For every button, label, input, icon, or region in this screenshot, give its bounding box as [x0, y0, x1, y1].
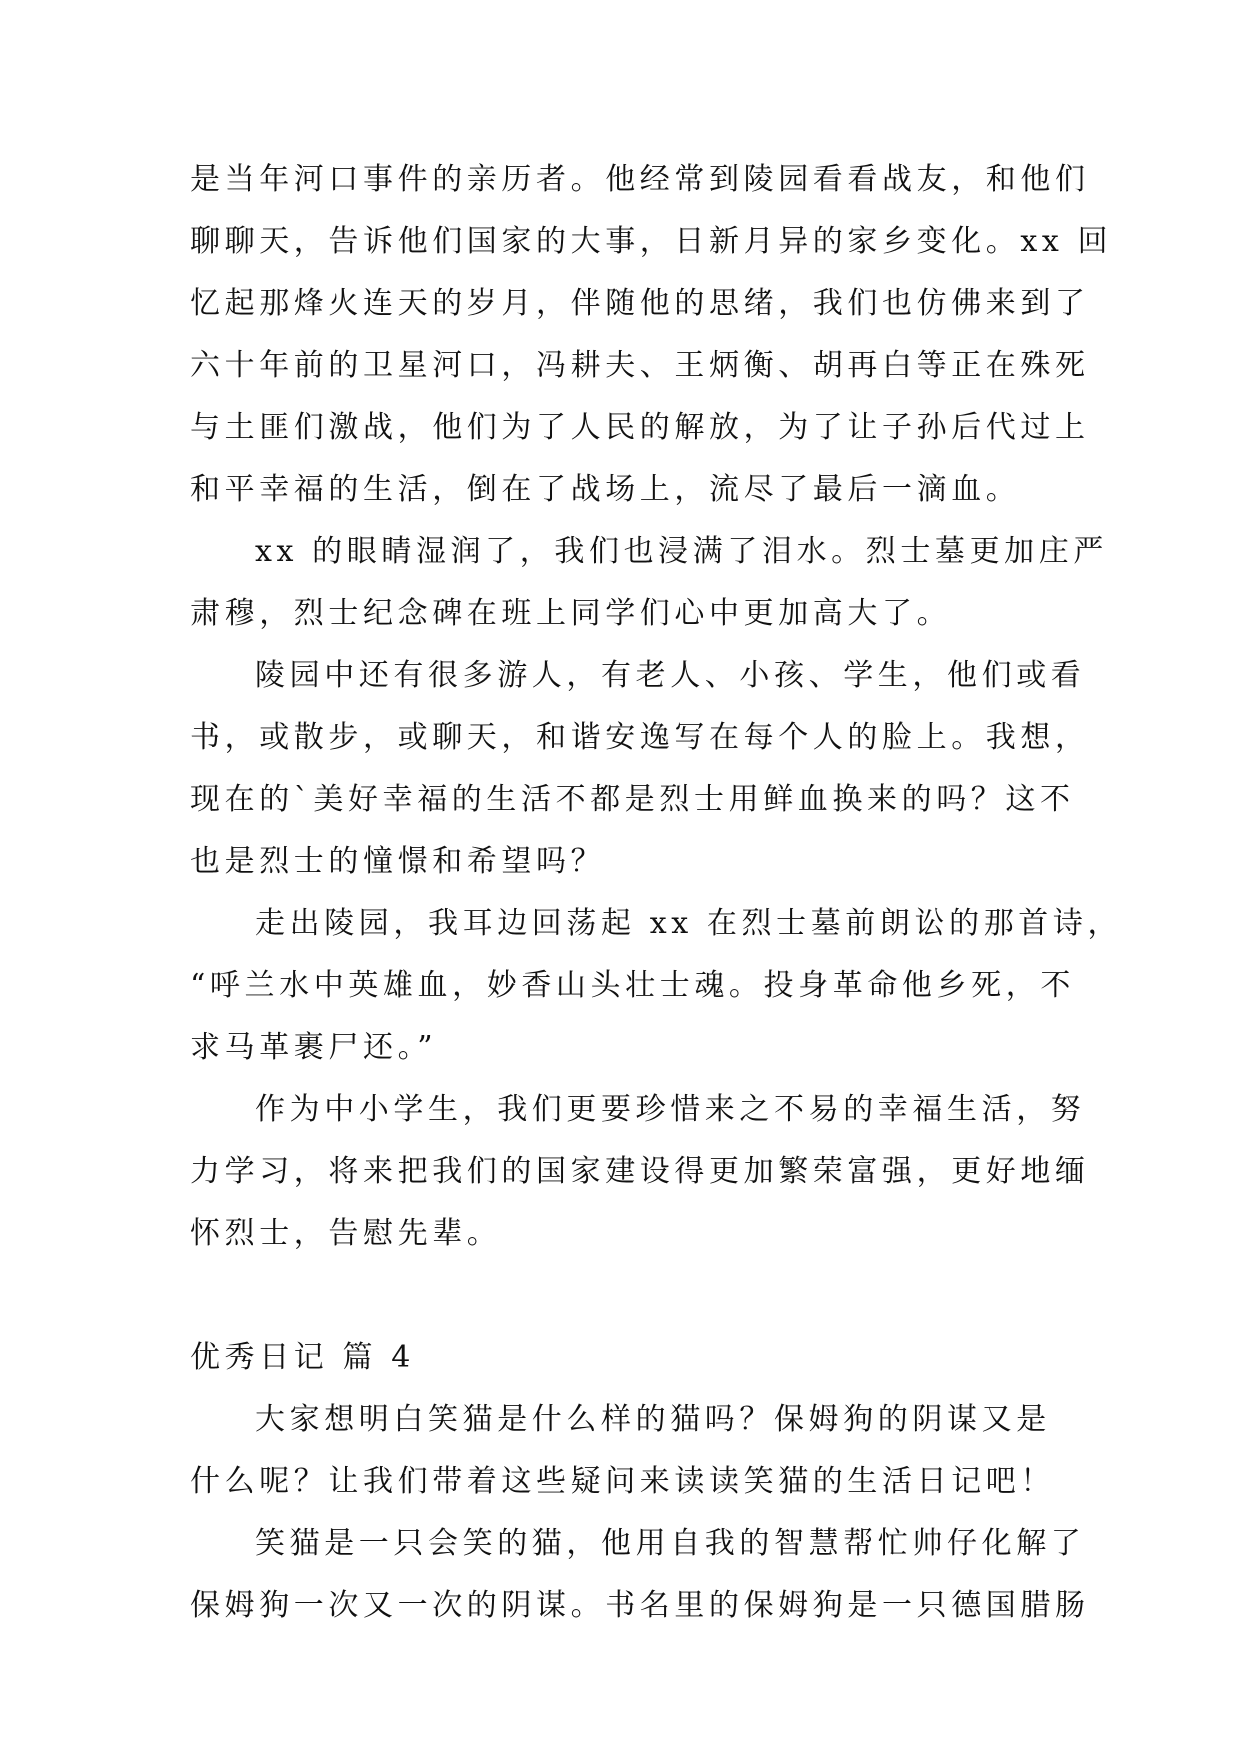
paragraph-line: 保姆狗一次又一次的阴谋。书名里的保姆狗是一只德国腊肠 — [190, 1588, 1090, 1623]
paragraph-line: 怀烈士，告慰先辈。 — [190, 1216, 502, 1251]
paragraph-line: 走出陵园，我耳边回荡起 xx 在烈士墓前朗讼的那首诗， — [255, 906, 1123, 941]
paragraph-line: “呼兰水中英雄血，妙香山头壮士魂。投身革命他乡死，不 — [190, 968, 1075, 1003]
paragraph-line: 大家想明白笑猫是什么样的猫吗？保姆狗的阴谋又是 — [255, 1402, 1051, 1437]
paragraph-line: 与土匪们激战，他们为了人民的解放，为了让子孙后代过上 — [190, 410, 1090, 445]
paragraph-line: 书，或散步，或聊天，和谐安逸写在每个人的脸上。我想， — [190, 720, 1090, 755]
paragraph-line: 作为中小学生，我们更要珍惜来之不易的幸福生活，努 — [255, 1092, 1086, 1127]
paragraph-line: 也是烈士的憧憬和希望吗？ — [190, 844, 606, 879]
paragraph-line: 现在的`美好幸福的生活不都是烈士用鲜血换来的吗？这不 — [190, 782, 1075, 817]
paragraph-line: 求马革裹尸还。” — [190, 1030, 438, 1065]
paragraph-line: 力学习，将来把我们的国家建设得更加繁荣富强，更好地缅 — [190, 1154, 1090, 1189]
paragraph-line: 忆起那烽火连天的岁月，伴随他的思绪，我们也仿佛来到了 — [190, 286, 1090, 321]
paragraph-line: 肃穆，烈士纪念碑在班上同学们心中更加高大了。 — [190, 596, 952, 631]
section-heading: 优秀日记 篇 4 — [190, 1340, 415, 1375]
paragraph-line: xx 的眼睛湿润了，我们也浸满了泪水。烈士墓更加庄严 — [255, 534, 1108, 569]
paragraph-line: 聊聊天，告诉他们国家的大事，日新月异的家乡变化。xx 回 — [190, 224, 1113, 259]
paragraph-line: 六十年前的卫星河口，冯耕夫、王炳衡、胡再白等正在殊死 — [190, 348, 1090, 383]
paragraph-line: 和平幸福的生活，倒在了战场上，流尽了最后一滴血。 — [190, 472, 1021, 507]
paragraph-line: 是当年河口事件的亲历者。他经常到陵园看看战友，和他们 — [190, 162, 1090, 197]
paragraph-line: 陵园中还有很多游人，有老人、小孩、学生，他们或看 — [255, 658, 1086, 693]
paragraph-line: 什么呢？让我们带着这些疑问来读读笑猫的生活日记吧！ — [190, 1464, 1055, 1499]
paragraph-line: 笑猫是一只会笑的猫，他用自我的智慧帮忙帅仔化解了 — [255, 1526, 1086, 1561]
